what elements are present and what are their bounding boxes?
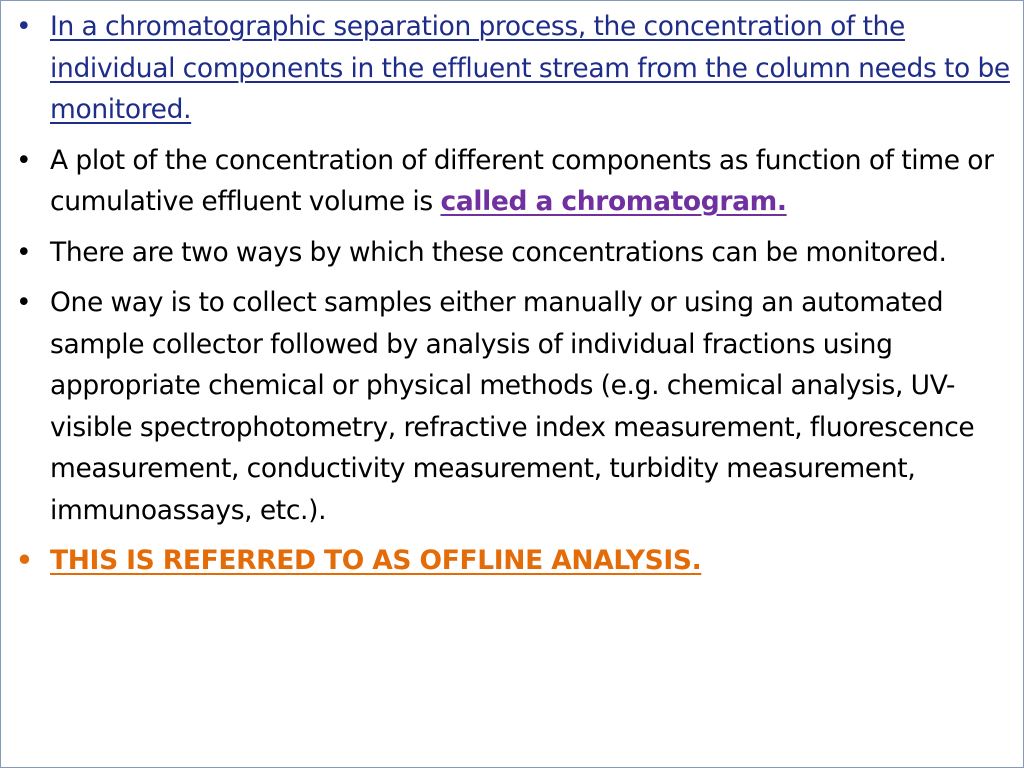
bullet-marker: • <box>16 11 32 42</box>
bullet-marker: • <box>16 287 32 318</box>
bullet-text-1[interactable]: In a chromatographic separation process, the concentration of the individual components in the effluent stream from the column needs to be monitored. <box>50 11 1010 125</box>
bullet-item-3 <box>16 232 1016 274</box>
bullet-marker: • <box>16 545 33 576</box>
bullet-text-3: There are two ways by which these concentrations can be monitored. <box>50 236 947 268</box>
bullet-text-2: A plot of the concentration of different components as function of time or cumulative effluent volume is <box>50 144 994 217</box>
offline-analysis-highlight[interactable]: THIS IS REFERRED TO AS OFFLINE ANALYSIS. <box>50 545 702 576</box>
bullet-list <box>16 6 1016 591</box>
bullet-item-1 <box>16 6 1016 131</box>
bullet-item-5 <box>16 540 1016 582</box>
bullet-item-4 <box>16 282 1016 531</box>
bullet-marker: • <box>16 144 32 176</box>
bullet-marker: • <box>16 236 32 268</box>
chromatogram-highlight[interactable]: called a chromatogram. <box>440 186 787 217</box>
bullet-text-4: One way is to collect samples either manually or using an automated sample collector followed by analysis of individual fractions using appropriate chemical or physical methods (e.g. chemical analysis, UV-visible spectrophotometry, refractive index measurement, fluorescence measurement, conductivity measurement, turbidity measurement, immunoassays, etc.). <box>50 287 975 526</box>
bullet-item-2 <box>16 140 1016 223</box>
